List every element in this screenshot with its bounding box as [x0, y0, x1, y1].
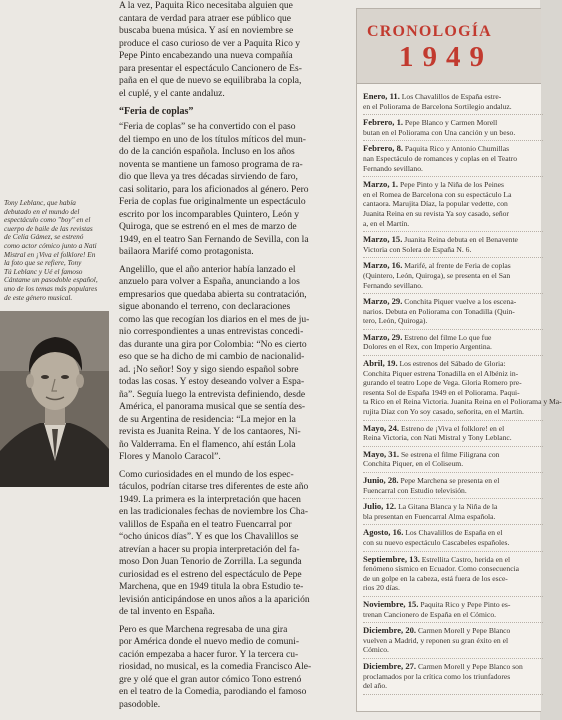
entry-text: con su nuevo espectáculo Cascabeles españoles. [363, 537, 510, 547]
entry-text: Carmen Morell y Pepe Blanco son [416, 661, 523, 671]
entry-line [363, 235, 543, 245]
entry-line [363, 144, 543, 154]
article-line: “Feria de coplas” se ha convertido con el paso [119, 121, 296, 132]
entry-date: Marzo, 29. [363, 331, 403, 342]
article-line: das durante una gira por Colombia: “No es cierto [119, 338, 307, 350]
article-line: buscaba buena música. Y así en noviembre se [119, 25, 294, 36]
caption-line: como actor cómico junto a Nati [4, 240, 97, 250]
article-line: curiosidad es el estreno del espectáculo de Pepe [119, 568, 302, 580]
entry-date: Marzo, 16. [363, 260, 403, 271]
entry-line [363, 397, 562, 407]
entry-text: Estreno del filme Lo que fue [402, 332, 492, 342]
entry-line [363, 245, 543, 255]
entry-line [363, 636, 543, 646]
entry-line [363, 610, 543, 620]
caption-line: Tony Leblanc, que había [4, 198, 76, 207]
entry-line [363, 512, 543, 522]
entry-line [363, 450, 543, 460]
article-line: como las que recogían los diarios en el mes de ju- [119, 313, 310, 325]
chronology-entry [363, 115, 543, 141]
entry-line [363, 407, 543, 417]
entry-line [363, 538, 543, 548]
chronology-entry [363, 552, 543, 597]
entry-line [363, 433, 543, 443]
article-line: de tal invento en España. [119, 606, 215, 617]
portrait-illustration [0, 311, 109, 487]
entry-text: fenómeno sísmico en Ecuador. Como consecuencia [363, 564, 520, 574]
entry-date: Julio, 12. [363, 501, 397, 512]
entry-date: Febrero, 8. [363, 143, 404, 154]
caption-line: debutado en el mundo del [4, 206, 80, 216]
article-line: táculos, podrían citarse tres diferentes de este año [119, 481, 309, 492]
entry-text: Juanita Reina en su revista Ya soy casado, señor [363, 208, 509, 218]
article-line: por América donde el nuevo medio de comuni- [119, 636, 300, 647]
entry-line [363, 297, 543, 307]
entry-text: Reina Victoria, con Nati Mistral y Tony Leblanc. [363, 433, 512, 443]
entry-line [363, 102, 543, 112]
article-line: do de la canción española. Incluso en los años [119, 146, 295, 157]
article-line: cación empezaba a hacer furor. Y la tercera cu- [119, 648, 299, 660]
caption-line: de este género musical. [4, 292, 73, 302]
entry-text: ta Rico en el Reina Victoria. Juanita Reina en el Poliorama y Ma- [363, 397, 562, 407]
entry-text: Los Chavalillos de España estre- [399, 92, 502, 101]
entry-text: Juanita Reina debuta en el Benavente [402, 235, 518, 245]
entry-line [363, 645, 543, 655]
entry-text: resenta Sol de España 1949 en el Poliorama. Paqui- [363, 387, 520, 397]
article-line: en las tradicionales fechas de noviembre los Cha- [119, 506, 309, 517]
article-line: Angelillo, que el año anterior había lanzado el [119, 263, 296, 275]
article-line: en el teatro de la Comedia, parodiando el famoso [119, 686, 307, 697]
article-line: para presentar el espectáculo Cancionero de Es- [119, 62, 302, 74]
entry-text: (Quintero, León, Quiroga), se presenta en el San [363, 270, 511, 280]
chronology-entry [363, 659, 543, 695]
entry-text: Victoria con Solera de España N. 6. [363, 244, 472, 254]
entry-line [363, 271, 543, 281]
article-line: Flores y Manolo Caracol”. [119, 451, 221, 462]
entry-text: del año. [363, 681, 388, 691]
entry-line [363, 180, 543, 190]
entry-text: proclamados por la crítica como los triunfadores [363, 671, 511, 681]
chronology-entry [363, 356, 562, 421]
article-line: 1949. La primera es la interpretación que hacen [119, 493, 301, 505]
entry-line [363, 476, 543, 486]
entry-text: rujita Díaz con Yo soy casado, señorita, en el Martín. [363, 407, 524, 417]
entry-text: Se estrena el filme Filigrana con [399, 449, 500, 459]
entry-line [363, 307, 543, 317]
entry-date: Marzo, 29. [363, 296, 403, 307]
chronology-header [357, 9, 541, 84]
article-line: América, el panorama musical que se sentía des- [119, 401, 306, 412]
entry-text: trenan Cancionero de España en el Cómico. [363, 609, 497, 619]
entry-line [363, 92, 543, 102]
entry-text: Conchita Piquer, en el Coliseum. [363, 459, 464, 469]
entry-date: Febrero, 1. [363, 117, 404, 128]
article-line: cantara de verdad para atraer ese público que [119, 12, 292, 24]
entry-text: vuelven a Madrid, y reponen su gran éxito en el [363, 635, 509, 645]
entry-date: Diciembre, 27. [363, 660, 417, 671]
section-subtitle: “Feria de coplas” [119, 106, 194, 117]
entry-text: nan Espectáculo de romances y coplas en el Teatro [363, 153, 518, 163]
entry-text: en el Romea de Barcelona con su espectáculo La [363, 189, 512, 199]
article-line: anzuelo para volver a España, anunciando a los [119, 276, 300, 287]
entry-text: gurando el teatro Lope de Vega. Gloria Romero pre- [363, 378, 522, 388]
entry-line [363, 118, 543, 128]
entry-line [363, 333, 543, 343]
entry-line [363, 600, 543, 610]
entry-text: Dolores en el Rex, con Imperio Argentina. [363, 342, 492, 352]
article-line: paña en el que de nuevo se equilibraba la copla, [119, 75, 302, 86]
entry-line [363, 424, 543, 434]
entry-text: bla presentan en Fuencarral Alma española. [363, 511, 496, 521]
entry-text: butan en el Poliorama con Una canción y un beso. [363, 127, 516, 137]
caption-line: cuerpo de baile de las revistas [4, 223, 93, 233]
article-line: riosidad, no musical, es la comedia Francisco Ale- [119, 661, 312, 672]
entry-text: narios. Debuta en Poliorama con Tonadilla (Quin- [363, 306, 515, 316]
entry-text: Los estrenos del Sábado de Gloria: [397, 359, 506, 369]
entry-line [363, 219, 543, 229]
entry-date: Marzo, 15. [363, 234, 403, 245]
chronology-title: CRONOLOGÍA [367, 23, 492, 40]
entry-text: Conchita Piquer vuelve a los escena- [402, 297, 517, 307]
entry-text: Estrellita Castro, herida en el [419, 554, 511, 564]
caption-line: Cántame un pasodoble español, [4, 275, 98, 285]
entry-line [363, 555, 543, 565]
chronology-entry [363, 473, 543, 499]
entry-date: Mayo, 31. [363, 448, 400, 459]
entry-line [363, 672, 543, 682]
article-line: Feria de coplas fue originalmente un espectáculo [119, 196, 306, 207]
article-line: valillos de España en el teatro Fuencarral por [119, 518, 292, 530]
article-line: todas las cosas. Y estoy deseando volver a Espa- [119, 376, 305, 387]
chronology-entry [363, 294, 543, 330]
entry-text: Fernando sevillano. [363, 280, 423, 290]
article-line: Pepe Pinto encabezando una nueva compañía [119, 50, 293, 61]
entry-text: cantaora. Marujita Díaz, la popular vedette, con [363, 199, 508, 209]
chronology-entry [363, 623, 543, 659]
entry-line [363, 583, 543, 593]
article-line: de su Argentina de residencia: “La mejor en la [119, 413, 296, 425]
article-body [119, 0, 347, 711]
entry-text: a, en el Martín. [363, 218, 410, 228]
chronology-entry [363, 330, 543, 356]
entry-line [363, 154, 543, 164]
chronology-entry [363, 232, 543, 258]
entry-line [363, 574, 543, 584]
entry-date: Marzo, 1. [363, 179, 399, 190]
article-line: atrevían a hacer su propia interpretación del fa- [119, 543, 300, 555]
chronology-entry [363, 141, 543, 177]
chronology-entry [363, 421, 543, 447]
entry-text: Pepe Pinto y la Niña de los Peines [398, 180, 504, 190]
entry-text: La Gitana Blanca y la Niña de la [396, 502, 498, 512]
entry-text: Estreno de ¡Viva el folklore! en el [399, 423, 505, 433]
entry-line [363, 342, 543, 352]
article-line: pasodoble. [119, 698, 161, 710]
entry-line [363, 459, 543, 469]
entry-text: de un golpe en la cabeza, está fuera de los esce- [363, 573, 508, 583]
entry-date: Agosto, 16. [363, 527, 404, 538]
chronology-entry [363, 447, 543, 473]
entry-text: Los Chavalillos de España en el [403, 528, 503, 538]
article-line: ña”. Seguía luego la entrevista definiendo, desde [119, 388, 306, 400]
entry-line [363, 486, 543, 496]
chronology-entry [363, 597, 543, 623]
chronology-panel [356, 8, 562, 712]
entry-line [363, 359, 543, 369]
chronology-entry [363, 499, 543, 525]
entry-text: Conchita Piquer estrena Tonadilla en el Albéniz in- [363, 368, 519, 378]
caption-line: Tú Leblanc y Ué el famoso [4, 266, 83, 276]
entry-line [363, 209, 543, 219]
entry-text: tero, León, Quiroga). [363, 316, 428, 326]
article-line: A la vez, Paquita Rico necesitaba alguien que [119, 0, 293, 11]
portrait-photo [0, 311, 109, 487]
chronology-entry [363, 525, 543, 551]
article-line: ño Valderrama. En el flamenco, ahí están Lola [119, 438, 296, 450]
article-line: eso que se ha dicho de mi cambio de nacionalid- [119, 351, 305, 362]
article-line: escrito por los incomparables Quintero, León y [119, 208, 300, 220]
article-line: 1949, en el teatro San Fernando de Sevilla, con la [119, 233, 309, 245]
entry-text: Fuencarral con Estudio televisión. [363, 485, 467, 495]
entry-line [363, 190, 543, 200]
article-line: “ocho únicos días”. Y es que los Chavalillos se [119, 531, 299, 542]
entry-line [363, 378, 543, 388]
entry-line [363, 316, 543, 326]
entry-text: rios 20 días. [363, 583, 400, 593]
entry-date: Junio, 28. [363, 475, 399, 485]
article-line: bailaora Marifé como protagonista. [119, 246, 254, 257]
entry-date: Abril, 19. [363, 358, 398, 369]
chronology-entry [363, 89, 543, 115]
caption-line: Mistral en ¡Viva el folklore! En [4, 249, 96, 259]
article-line: nio correspondientes a unas entrevistas concedi- [119, 326, 304, 337]
caption-line: de Celia Gámez, se estrenó [4, 232, 84, 242]
article-line: Quiroga, que se estrenó en el mes de marzo de [119, 221, 297, 232]
chronology-year: 1949 [399, 41, 493, 73]
entry-text: Paquita Rico y Pepe Pinto es- [418, 599, 511, 609]
chronology-entry [363, 258, 543, 294]
article-line: el cuplé, y el cante andaluz. [119, 87, 225, 99]
article-line: ad. ¡No señor! Soy y sigo siendo español sobre [119, 363, 299, 375]
entry-text: en el Poliorama de Barcelona Sortilegio andaluz. [363, 101, 512, 111]
entry-date: Mayo, 24. [363, 422, 400, 433]
entry-date: Enero, 11. [363, 91, 400, 101]
entry-text: Cómico. [363, 645, 389, 655]
photo-caption [4, 199, 114, 302]
article-line: empresarios que quedaba abierta su contratación, [119, 288, 307, 300]
entry-line [363, 261, 543, 271]
article-line: levisión anticipándose en unos años a la aparición [119, 593, 310, 605]
caption-line: la foto que se refiere, Tony [4, 258, 82, 268]
entry-date: Septiembre, 13. [363, 553, 420, 564]
entry-line [363, 199, 543, 209]
entry-date: Noviembre, 15. [363, 598, 419, 609]
article-line: sigue abonando el terreno, con declaraciones [119, 301, 291, 312]
entry-line [363, 164, 543, 174]
article-line: noventa se mantiene un famoso programa de ra- [119, 158, 303, 170]
entry-line [363, 369, 543, 379]
entry-line [363, 502, 543, 512]
entry-text: Marifé, al frente de Feria de coplas [402, 261, 511, 271]
article-line: Como curiosidades en el mundo de los espec- [119, 468, 294, 480]
article-line: dio que lleva ya tres décadas sirviendo de faro, [119, 171, 298, 182]
entry-line [363, 662, 543, 672]
entry-line [363, 281, 543, 291]
entry-text: Pepe Marchena se presenta en el [398, 476, 500, 485]
entry-line [363, 626, 543, 636]
entry-date: Diciembre, 20. [363, 625, 417, 636]
entry-line [363, 681, 543, 691]
article-line: Marchena, que en 1949 titula la obra Estudio te- [119, 581, 304, 592]
entry-text: Paquita Rico y Antonio Chumillas [403, 144, 510, 154]
caption-line: uno de los temas más populares [4, 283, 98, 293]
article-line: del tiempo en uno de los títulos míticos del mun- [119, 133, 306, 145]
chronology-entry [363, 177, 543, 232]
entry-text: Fernando sevillano. [363, 163, 423, 173]
entry-text: Pepe Blanco y Carmen Morell [403, 118, 498, 128]
article-line: revista es Juanita Reina. Y de los cantaores, Ni- [119, 426, 301, 437]
article-line: Pero es que Marchena regresaba de una gira [119, 623, 288, 635]
caption-line: espectáculo como "boy" en el [4, 215, 91, 225]
chronology-entries [363, 89, 562, 695]
entry-line [363, 564, 543, 574]
article-line: casi solitario, para los aficionados al género. Pero [119, 183, 309, 195]
entry-line [363, 528, 543, 538]
article-line: gre y olé que el gran autor cómico Tono estrenó [119, 673, 302, 685]
article-line: moso Don Juan Tenorio de Zorrilla. La segunda [119, 556, 302, 567]
entry-text: Carmen Morell y Pepe Blanco [416, 626, 511, 636]
entry-line [363, 128, 543, 138]
article-line: produce el caso curioso de ver a Paquita Rico y [119, 37, 301, 49]
entry-line [363, 388, 543, 398]
